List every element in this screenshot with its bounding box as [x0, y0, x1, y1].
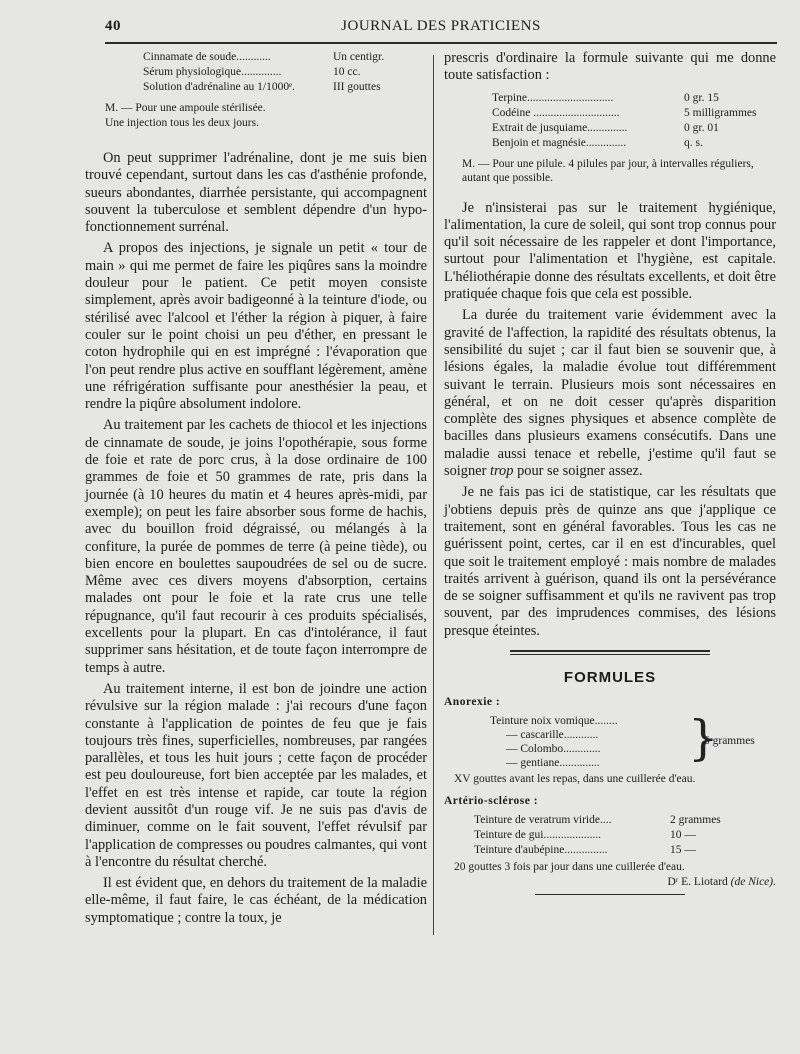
- prescription-pill: [444, 91, 776, 151]
- rx-line: [143, 65, 427, 80]
- column-divider: [433, 55, 434, 935]
- formula-line: — Colombo.............: [506, 743, 601, 756]
- end-separator: [444, 894, 776, 895]
- journal-title: JOURNAL DES PRATICIENS: [341, 18, 541, 34]
- right-column: [444, 50, 776, 895]
- page-number: 40: [105, 18, 121, 34]
- formula-line: Teinture noix vomique........: [490, 715, 618, 728]
- rx-ingredient: Terpine..............................: [492, 91, 614, 104]
- rx-quantity: 0 gr. 01: [684, 121, 719, 134]
- rx-line: [143, 50, 427, 65]
- formula-line: — cascarille............: [506, 729, 599, 742]
- rx-ingredient: Codéine ..............................: [492, 106, 620, 119]
- rx-ingredient: Benjoin et magnésie..............: [492, 136, 627, 149]
- formula-quantity: 15 —: [670, 843, 696, 856]
- rx-quantity: 10 cc.: [333, 66, 361, 78]
- paragraph-text: pour se soigner assez.: [517, 463, 643, 480]
- rx-ingredient: Solution d'adrénaline au 1/1000ᵉ.: [143, 81, 295, 93]
- paragraph: Au traitement par les cachets de thiocol et les injections de cinnamate de soude, je joins l'opothérapie, sous forme de foie et rate de porc crus, à la dose ordinaire de 100 grammes de foie et 50 grammes de rate, pris dans la journée (à 10 heures du matin et 4 heures après-midi, par exemple); on peut les faire absorber sous forme de hachis, avec du bouillon froid dégraissé, ou mélangés à la confiture, la purée de pommes de terre (à peine tiède), ou bien encore en boulettes saupoudrées de sel ou de sucre. Même avec ces divers moyens d'absorption, certains malades ont pour le foie et la rate crus une telle répugnance, qu'il faut recourir à ces produits spécialisés, excellents pour la plupart. En cas d'intolérance, il faut supprimer sans hésitation, et de toute façon interrompre de temps à autre.: [85, 417, 427, 676]
- paragraph: Je n'insisterai pas sur le traitement hygiénique, l'alimentation, la cure de soleil, qui sont trop connus pour qu'il soit nécessaire de les rappeler et dont l'importance, surtout pour l'alimentation et l'hygiène, est capitale. L'héliothérapie donne des résultats excellents, et doit être pratiquée chaque fois que cela est possible.: [444, 199, 776, 303]
- page-header: [105, 18, 777, 40]
- rx-note: M. — Pour une pilule. 4 pilules par jour, à intervalles réguliers, autant que possible.: [462, 157, 754, 185]
- rx-line: [492, 121, 776, 136]
- paragraph: prescris d'ordinaire la formule suivante qui me donne toute satisfaction :: [444, 50, 776, 84]
- formula-quantity: 2 grammes: [670, 813, 721, 826]
- formula-line: — gentiane..............: [506, 757, 600, 770]
- signature-name: Dʳ E. Liotard: [667, 876, 728, 889]
- formula-ingredient: Teinture de veratrum viride....: [474, 813, 612, 826]
- paragraph: [444, 307, 776, 480]
- rx-note: M. — Pour une ampoule stérilisée.: [105, 102, 266, 114]
- brace-icon: }: [688, 710, 719, 767]
- separator-rule: [510, 650, 710, 652]
- rx-ingredient: Sérum physiologique..............: [143, 66, 282, 78]
- paragraph-text: La durée du traitement varie évidemment avec la gravité de l'affection, la rapidité des résultats obtenus, la sensibilité du sujet ; car il faut bien se souvenir que, à lésions égales, la maladie évolue tout différemment suivant le terrain. Plusieurs mois sont nécessaires en général, et on ne doit cesser qu'après disparition complète des signes physiques et absence complète de bacilles dans plusieurs examens consécutifs. Dans une maladie aussi tenace et rebelle, j'estime qu'il faut se soigner: [444, 307, 776, 480]
- rx-line: [143, 80, 427, 95]
- separator-rule: [535, 894, 685, 895]
- section-title: FORMULES: [563, 669, 657, 687]
- separator-rule: [510, 654, 710, 655]
- formula-anorexie: [444, 710, 776, 770]
- paragraph: Je ne fais pas ici de statistique, car les résultats que j'obtiens depuis près de quinze ans que j'applique ce traitement, sont en général favorables. Tous les cas ne guérissent point, certes, car il en est d'incurables, quel que soit le traitement employé : mais nombre de malades traités arrivent à guérison, quand ils ont la persévérance de se soigner suffisamment et qu'ils ne ravivent pas trop souvent, par des imprudences commises, des lésions presque éteintes.: [444, 484, 776, 639]
- author-signature: [444, 876, 776, 888]
- formula-quantity: 10 —: [670, 828, 696, 841]
- paragraph: On peut supprimer l'adrénaline, dont je me suis bien trouvé cependant, surtout dans les cas d'asthénie profonde, sueurs abondantes, diarrhée persistante, qui accompagnent souvent la tuberculose et semblent dépendre d'un hypo-fonctionnement surrénal.: [85, 150, 427, 236]
- rx-quantity: 5 milligrammes: [684, 106, 757, 119]
- formula-arterio: [444, 813, 776, 858]
- rx-line: [492, 136, 776, 151]
- rx-ingredient: Cinnamate de soude............: [143, 51, 271, 63]
- formula-line: [474, 828, 776, 843]
- rx-line: [492, 106, 776, 121]
- rx-quantity: 0 gr. 15: [684, 91, 719, 104]
- rx-ingredient: Extrait de jusquiame..............: [492, 121, 628, 134]
- formula-heading: Anorexie :: [444, 696, 501, 709]
- paragraph: Il est évident que, en dehors du traitement de la maladie elle-même, il faut faire, le cas échéant, de la médication symptomatique ; contre la toux, je: [85, 875, 427, 926]
- formula-heading: Artério-sclérose :: [444, 794, 539, 807]
- formula-note: 20 gouttes 3 fois par jour dans une cuillerée d'eau.: [454, 860, 685, 873]
- rx-quantity: III gouttes: [333, 81, 381, 93]
- formula-line: [474, 813, 776, 828]
- rx-quantity: q. s.: [684, 136, 703, 149]
- emphasis-text: trop: [489, 463, 514, 480]
- formula-note: XV gouttes avant les repas, dans une cuillerée d'eau.: [454, 773, 696, 786]
- prescription-ampoule: [85, 50, 427, 95]
- rx-note: Une injection tous les deux jours.: [105, 116, 259, 129]
- formula-quantity: 5 grammes: [704, 735, 755, 748]
- rx-quantity: Un centigr.: [333, 51, 385, 63]
- header-rule: [105, 42, 777, 44]
- paragraph: Au traitement interne, il est bon de joindre une action révulsive sur la région malade : j'ai recours d'une façon constante à l'application de pointes de feu que je fais toujours très fines, superficielles, nombreuses, par rangées parallèles, et tous les huit jours ; cette façon de procéder est peu douloureuse, fort bien acceptée par les malades, et l'effet en est très intense et rapide, car toute la région devient aussitôt d'un rouge vif. Je ne suis pas d'avis de diminuer, comme on le fait souvent, l'effet révulsif par l'application de compresses ou poudres calmantes, qui vont à l'encontre du résultat cherché.: [85, 680, 427, 870]
- formula-line: [474, 843, 776, 858]
- signature-place: (de Nice).: [730, 876, 776, 889]
- paragraph: A propos des injections, je signale un petit « tour de main » qui me permet de faire les piqûres sans la moindre douleur pour le patient. Ce petit moyen consiste simplement, après avoir badigeonné à la teinture d'iode, ou stérilisé avec l'alcool et l'éther la région à piquer, à faire couler sur le point choisi un peu d'éther, en pressant le coton hydrophile qui en est imprégné : l'évaporation que l'on peut rendre plus active en soufflant légèrement, amène une réfrigération suffisante pour anesthésier la peau, et rendre la piqûre absolument indolore.: [85, 240, 427, 413]
- rx-line: [492, 91, 776, 106]
- section-separator: [444, 650, 776, 655]
- formula-ingredient: Teinture de gui....................: [474, 828, 601, 841]
- left-column: [85, 50, 427, 931]
- formula-ingredient: Teinture d'aubépine...............: [474, 843, 608, 856]
